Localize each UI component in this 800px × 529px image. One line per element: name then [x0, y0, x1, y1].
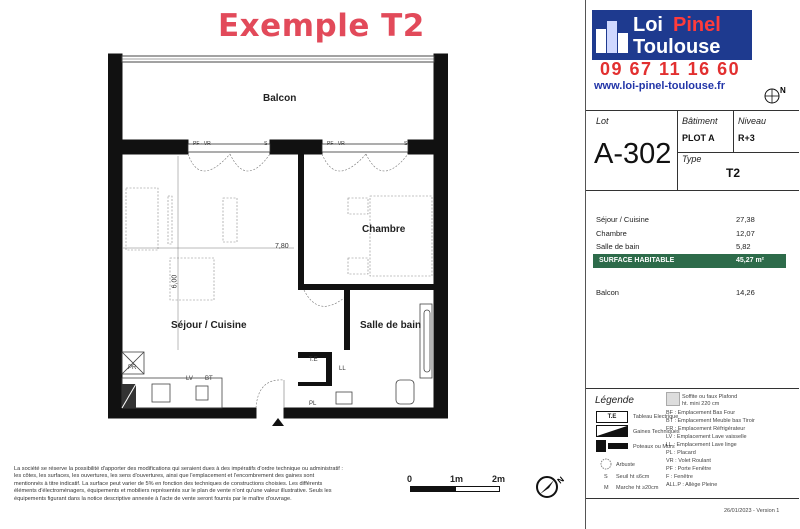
surface-label: Séjour / Cuisine: [596, 215, 649, 224]
legend-abbr: PF : Porte Fenêtre: [666, 466, 712, 472]
legend-item: Arbuste: [616, 462, 635, 468]
scale-zero: 0: [407, 474, 413, 484]
arbuste-icon: [600, 458, 612, 470]
balcon-value: 14,26: [736, 288, 755, 297]
divider: [586, 110, 799, 111]
legend-abbr: F : Fenêtre: [666, 474, 693, 480]
legend-abbr: VR : Volet Roulant: [666, 458, 711, 464]
legend-item: Marche ht ≥20cm: [616, 485, 659, 491]
legend-abbr: Soffite ou faux Plafond: [682, 394, 738, 400]
legend-item: Gaines Techniques: [633, 429, 680, 435]
balcon-label: Balcon: [596, 288, 619, 297]
surface-value: 5,82: [736, 242, 751, 251]
version-label: 26/01/2023 - Version 1: [724, 508, 780, 514]
legend-abbr: ht. mini 220 cm: [682, 401, 720, 407]
window-label-2: PF - VR: [327, 141, 345, 147]
legend-abbr: PL : Placard: [666, 450, 696, 456]
surface-value: 12,07: [736, 229, 755, 238]
scale-bar: [410, 486, 500, 492]
room-salle-de-bain: Salle de bain: [360, 320, 422, 331]
logo-loi: Loi: [633, 14, 663, 36]
svg-text:N: N: [780, 86, 786, 95]
legend-abbr: FR : Emplacement Réfrigérateur: [666, 426, 746, 432]
ll-label: LL: [339, 366, 346, 372]
divider: [586, 190, 799, 191]
dimension-780: 7,80: [275, 243, 289, 250]
plan-title: Exemple T2: [218, 8, 425, 44]
svg-text:N: N: [555, 474, 566, 486]
buildings-icon: [594, 15, 630, 55]
pl-label: PL: [309, 401, 317, 407]
north-arrow-icon: [535, 474, 571, 500]
legend-title: Légende: [595, 395, 634, 406]
lot-label: Lot: [596, 116, 609, 126]
divider: [586, 498, 799, 499]
legend-te-symbol: T.E: [596, 411, 628, 423]
legend-item: Tableau Electrique: [633, 414, 679, 420]
compass-icon: [762, 84, 788, 106]
legend-symbol: S: [604, 474, 608, 480]
lot-number: A-302: [594, 138, 672, 170]
type-label: Type: [682, 154, 702, 164]
entrance-arrow-icon: [272, 418, 284, 426]
poteaux-icon: [596, 440, 628, 452]
niveau-value: R+3: [738, 133, 755, 143]
bt-label: BT: [205, 376, 213, 382]
phone-number[interactable]: 09 67 11 16 60: [600, 59, 741, 79]
legend-abbr: LV : Emplacement Lave vaisselle: [666, 434, 747, 440]
soffite-swatch: [666, 392, 680, 406]
floor-plan: [108, 48, 448, 428]
divider: [586, 388, 799, 389]
logo-toulouse: Toulouse: [633, 36, 721, 58]
te-label: T.E: [309, 357, 318, 363]
logo-pinel: Pinel: [673, 14, 721, 36]
legend-abbr: LL : Emplacement Lave linge: [666, 442, 737, 448]
scale-two: 2m: [492, 474, 506, 484]
legend-abbr: BF : Emplacement Bas Four: [666, 410, 736, 416]
batiment-label: Bâtiment: [682, 116, 718, 126]
sill-label-2: S: [404, 141, 408, 147]
pr-label: PR: [128, 365, 137, 371]
surface-habitable-label: SURFACE HABITABLE: [599, 257, 675, 264]
surface-label: Chambre: [596, 229, 627, 238]
surface-habitable-value: 45,27 m²: [736, 257, 765, 264]
legend-abbr: ALL.P : Allège Pleine: [666, 482, 718, 488]
type-value: T2: [726, 166, 741, 180]
scale-one: 1m: [450, 474, 464, 484]
outer-walls: [108, 54, 448, 418]
room-sejour: Séjour / Cuisine: [171, 320, 247, 331]
gaine-technique-icon: [596, 425, 628, 437]
surface-habitable-row: [593, 254, 786, 268]
room-balcon: Balcon: [263, 93, 297, 104]
website-link[interactable]: www.loi-pinel-toulouse.fr: [594, 80, 725, 92]
surface-value: 27,38: [736, 215, 755, 224]
divider: [677, 152, 799, 153]
divider: [677, 110, 678, 190]
legend-symbol: M: [604, 485, 609, 491]
batiment-value: PLOT A: [682, 133, 715, 143]
window-label-1: PF - VR: [193, 141, 211, 147]
lv-label: LV: [186, 376, 193, 382]
bath-fixtures: [336, 304, 432, 404]
room-chambre: Chambre: [362, 224, 406, 235]
disclaimer-text: La société se réserve la possibilité d'apporter des modifications qui seraient dues à des impératifs d'ordre technique ou administratif : les côtes, les surfaces, les ouvertures, les sens d'ouvertures, ainsi que l'emplacement et l'encombrement des gaines sont mentionnés à titre indicatif. La surface peut varier de 5% en fonction des techniques de constructions choisies. Les différents éléments d'électroménagers, équipements et mobiliers représentés sur le plan de vente n'ont qu'une valeur illustrative. Seuls les équipements figurant dans la notice descriptive annexée à l'acte de vente seront fournis par le maître d'ouvrage.: [14, 466, 343, 502]
legend-item: Poteaux ou Murs: [633, 444, 675, 450]
legend-abbr: BT : Emplacement Meuble bas Tiroir: [666, 418, 755, 424]
dimension-600: 6,00: [171, 274, 179, 289]
niveau-label: Niveau: [738, 116, 767, 126]
sill-label-1: S: [264, 141, 268, 147]
surface-label: Salle de bain: [596, 242, 640, 251]
legend-item: Seuil ht ≤6cm: [616, 474, 650, 480]
divider: [733, 110, 734, 152]
interior-walls: [298, 154, 434, 386]
